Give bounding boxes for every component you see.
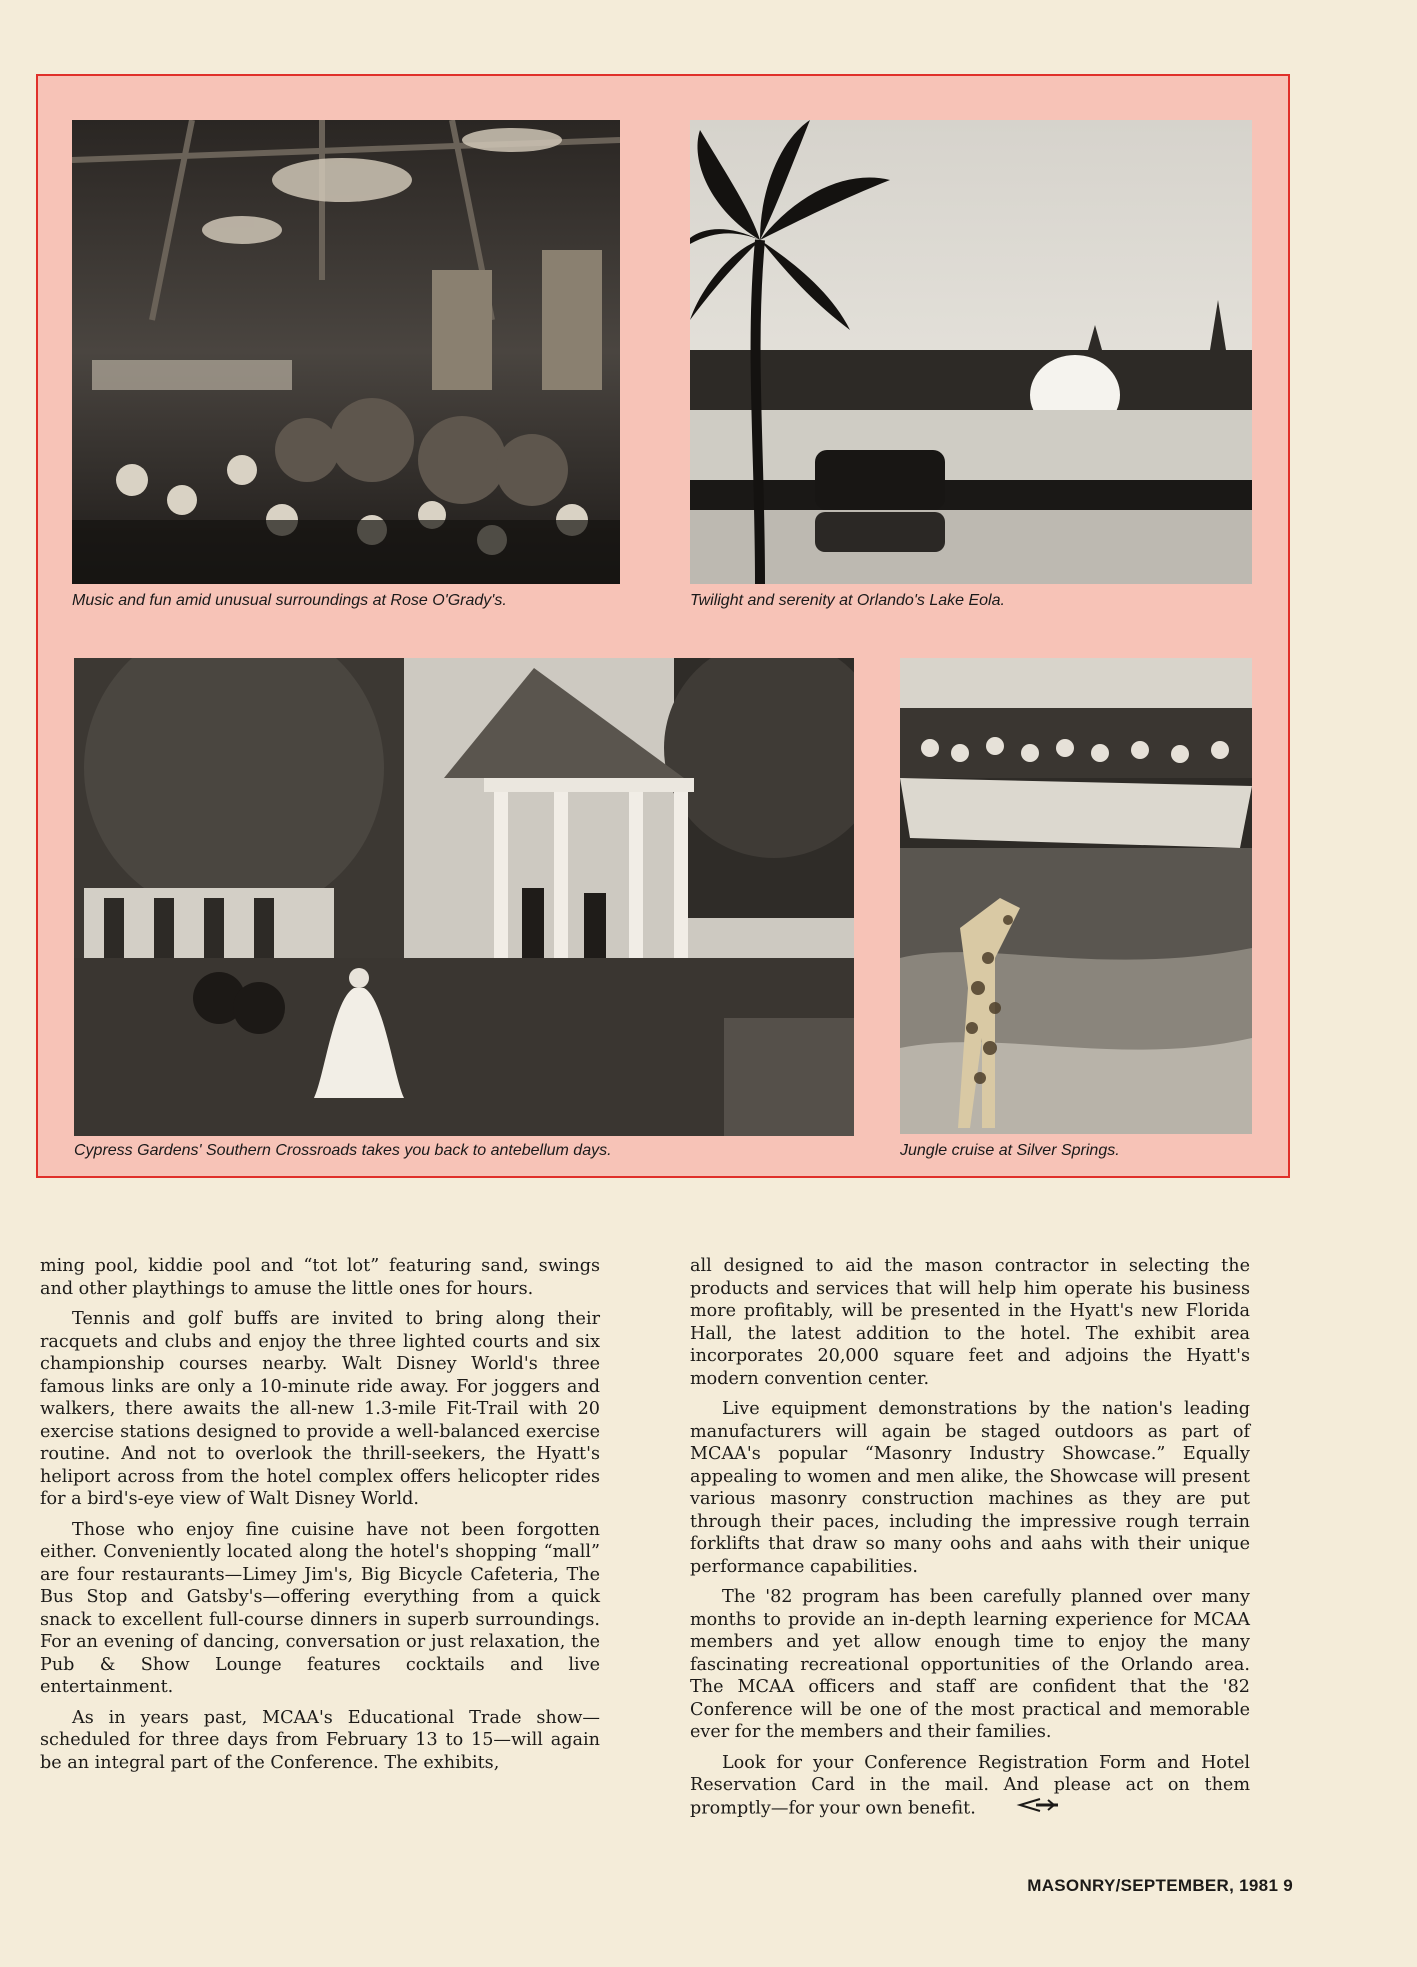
article-paragraph: all designed to aid the mason contractor in selecting the products and services that will help him operate his business more profitably, will be presented in the Hyatt's new Florida Hall, the latest addition to the hotel. The exhibit area incorporates 20,000 square feet and adjoins the Hyatt's modern convention center.	[690, 1256, 1250, 1389]
article-column-right	[690, 1255, 1250, 1819]
article-paragraph: ming pool, kiddie pool and “tot lot” featuring sand, swings and other playthings to amuse the little ones for hours.	[40, 1256, 600, 1299]
photo-jungle-cruise	[900, 658, 1252, 1134]
article-paragraph-final	[690, 1752, 1250, 1820]
article-paragraph: Those who enjoy fine cuisine have not been forgotten either. Conveniently located along the hotel's shopping “mall” are four restaurants—Limey Jim's, Big Bicycle Cafeteria, The Bus Stop and Gatsby's—offering everything from a quick snack to excellent full-course dinners in superb surroundings. For an evening of dancing, conversation or just relaxation, the Pub & Show Lounge features cocktails and live entertainment.	[40, 1519, 600, 1697]
caption-jungle-cruise: Jungle cruise at Silver Springs.	[900, 1142, 1120, 1159]
end-mark-icon	[982, 1797, 1060, 1820]
article-column-left	[40, 1255, 600, 1774]
article-paragraph: Live equipment demonstrations by the nation's leading manufacturers will again be staged outdoors as part of MCAA's popular “Masonry Industry Showcase.” Equally appealing to women and men alike, the Showcase will present various masonry construction machines as they are put through their paces, including the impressive rough terrain forklifts that draw so many oohs and aahs with their unique performance capabilities.	[690, 1399, 1250, 1577]
caption-rose-ogradys: Music and fun amid unusual surroundings at Rose O'Grady's.	[72, 592, 507, 609]
lake-eola-image	[690, 120, 1252, 584]
article-paragraph: As in years past, MCAA's Educational Trade show—scheduled for three days from February 13 to 15—will again be an integral part of the Conference. The exhibits,	[40, 1707, 600, 1773]
folio-text: MASONRY/SEPTEMBER, 1981	[1027, 1876, 1279, 1895]
cypress-gardens-image	[74, 658, 854, 1136]
photo-lake-eola	[690, 120, 1252, 584]
page-number: 9	[1283, 1876, 1293, 1895]
photo-cypress-gardens	[74, 658, 854, 1136]
article-paragraph: Tennis and golf buffs are invited to bring along their racquets and clubs and enjoy the three lighted courts and six championship courses nearby. Walt Disney World's three famous links are only a 10-minute ride away. For joggers and walkers, there awaits the all-new 1.3-mile Fit-Trail with 20 exercise stations designed to provide a well-balanced exercise routine. And not to overlook the thrill-seekers, the Hyatt's heliport across from the hotel complex offers helicopter rides for a bird's-eye view of Walt Disney World.	[40, 1309, 600, 1509]
article-paragraph: The '82 program has been carefully planned over many months to provide an in-depth learning experience for MCAA members and yet allow enough time to enjoy the many fascinating recreational opportunities of the Orlando area. The MCAA officers and staff are confident that the '82 Conference will be one of the most practical and memorable ever for the members and their families.	[690, 1587, 1250, 1742]
article-final-text: Look for your Conference Registration Form and Hotel Reservation Card in the mail. And please act on them promptly—for your own benefit.	[690, 1752, 1250, 1818]
page-footer	[1027, 1876, 1293, 1896]
caption-lake-eola: Twilight and serenity at Orlando's Lake Eola.	[690, 592, 1005, 609]
photo-rose-ogradys	[72, 120, 620, 584]
photo-panel	[36, 74, 1290, 1178]
caption-cypress-gardens: Cypress Gardens' Southern Crossroads takes you back to antebellum days.	[74, 1142, 612, 1159]
jungle-cruise-image	[900, 658, 1252, 1134]
rose-ogradys-image	[72, 120, 620, 584]
